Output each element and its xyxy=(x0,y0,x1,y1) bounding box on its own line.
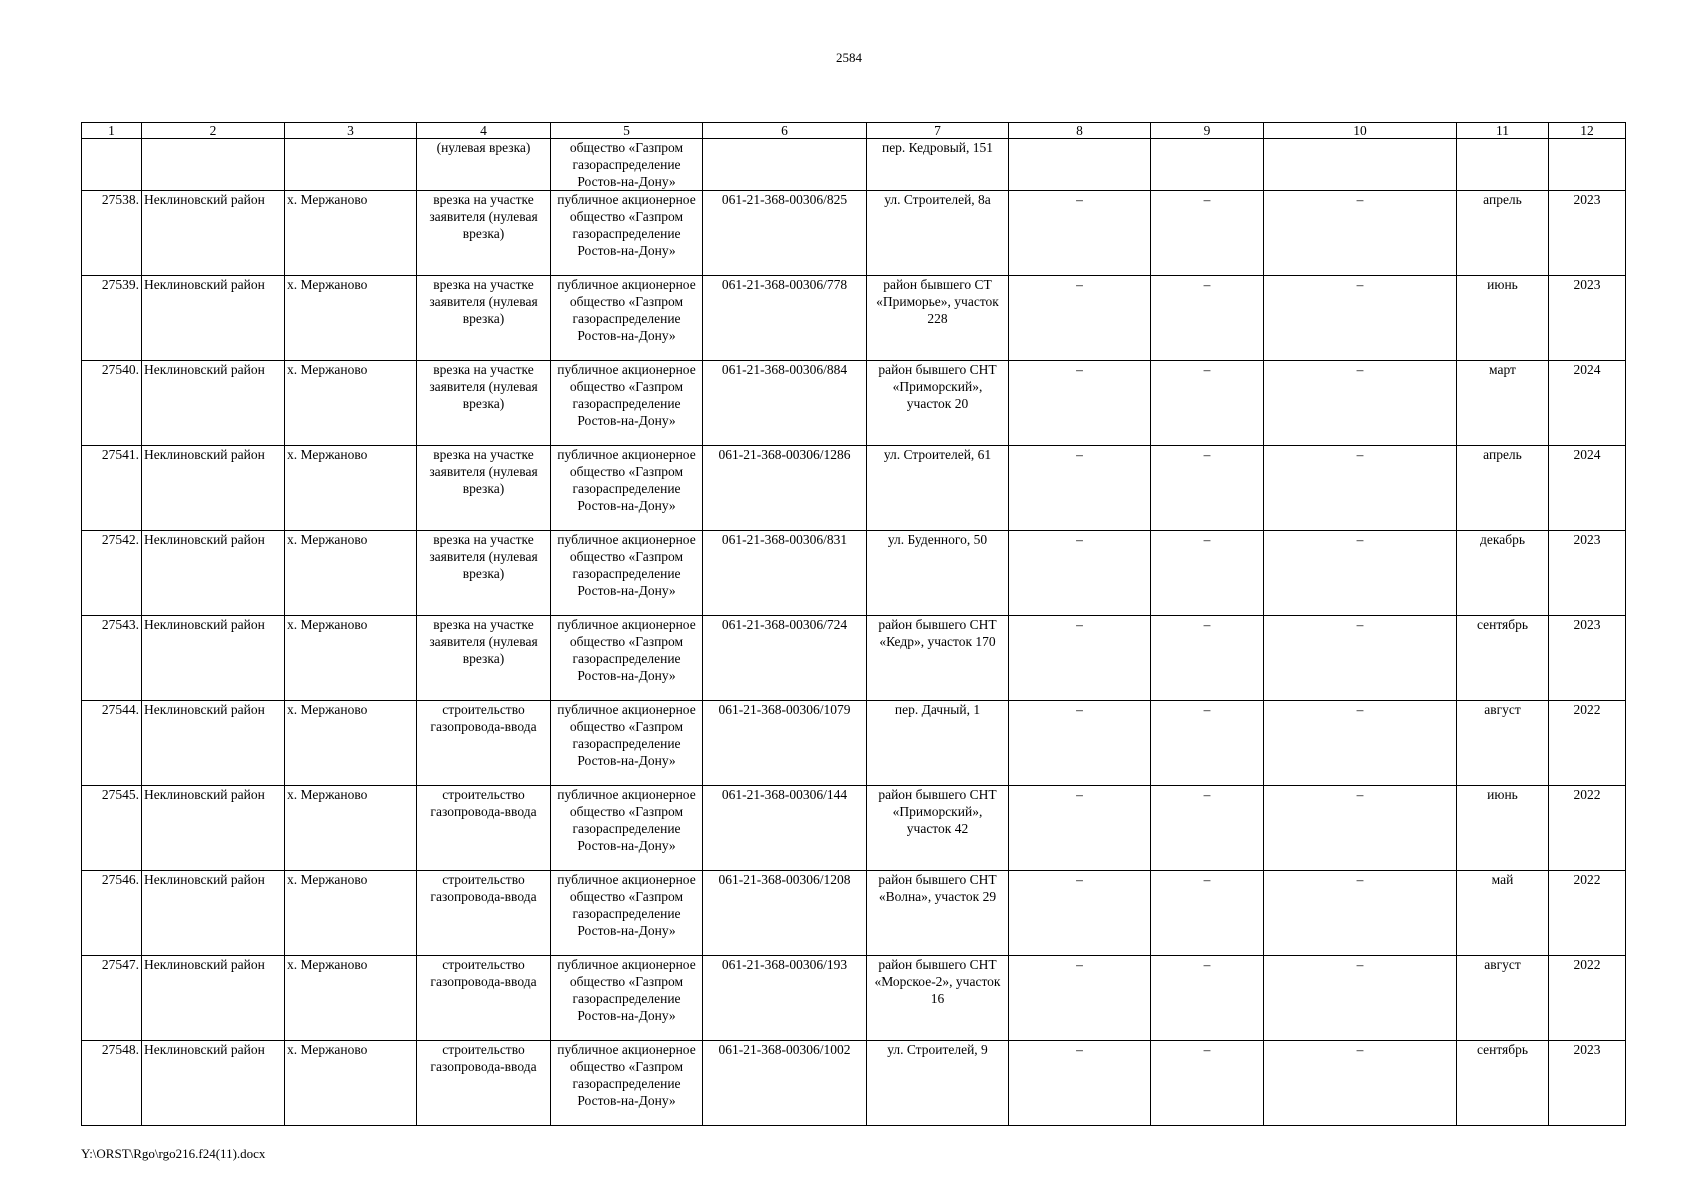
cell-year: 2022 xyxy=(1549,701,1626,786)
column-header: 2 xyxy=(142,123,285,139)
cell-work: врезка на участке заявителя (нулевая врезка) xyxy=(417,616,551,701)
cell-month: сентябрь xyxy=(1457,616,1549,701)
cell-org: публичное акционерное общество «Газпром газораспределение Ростов-на-Дону» xyxy=(551,871,703,956)
cell-month: июнь xyxy=(1457,786,1549,871)
cell-col10: – xyxy=(1264,1041,1457,1126)
cell-col9: – xyxy=(1151,191,1264,276)
cell-col8: – xyxy=(1009,1041,1151,1126)
cell-num: 27538. xyxy=(82,191,142,276)
cell-work: (нулевая врезка) xyxy=(417,139,551,191)
cell-col9: – xyxy=(1151,361,1264,446)
cell-code: 061-21-368-00306/1286 xyxy=(703,446,867,531)
cell-year: 2024 xyxy=(1549,446,1626,531)
cell-month: сентябрь xyxy=(1457,1041,1549,1126)
column-header: 1 xyxy=(82,123,142,139)
cell-address: район бывшего СНТ «Морское-2», участок 16 xyxy=(867,956,1009,1041)
cell-col8: – xyxy=(1009,191,1151,276)
cell-col9 xyxy=(1151,139,1264,191)
cell-num: 27544. xyxy=(82,701,142,786)
cell-district: Неклиновский район xyxy=(142,956,285,1041)
cell-col9: – xyxy=(1151,956,1264,1041)
cell-code: 061-21-368-00306/724 xyxy=(703,616,867,701)
table-row xyxy=(82,786,1626,871)
cell-settlement: х. Мержаново xyxy=(285,361,417,446)
cell-col10: – xyxy=(1264,531,1457,616)
cell-code: 061-21-368-00306/144 xyxy=(703,786,867,871)
table-row xyxy=(82,1041,1626,1126)
cell-year: 2024 xyxy=(1549,361,1626,446)
cell-settlement: х. Мержаново xyxy=(285,531,417,616)
cell-address: район бывшего СНТ «Волна», участок 29 xyxy=(867,871,1009,956)
cell-year: 2023 xyxy=(1549,616,1626,701)
cell-year: 2022 xyxy=(1549,871,1626,956)
cell-col8: – xyxy=(1009,956,1151,1041)
cell-code: 061-21-368-00306/1079 xyxy=(703,701,867,786)
cell-settlement: х. Мержаново xyxy=(285,276,417,361)
cell-district: Неклиновский район xyxy=(142,191,285,276)
cell-settlement: х. Мержаново xyxy=(285,191,417,276)
cell-month: декабрь xyxy=(1457,531,1549,616)
cell-code: 061-21-368-00306/1208 xyxy=(703,871,867,956)
cell-code xyxy=(703,139,867,191)
cell-col10: – xyxy=(1264,361,1457,446)
cell-col8: – xyxy=(1009,446,1151,531)
cell-settlement: х. Мержаново xyxy=(285,956,417,1041)
column-header: 6 xyxy=(703,123,867,139)
cell-district: Неклиновский район xyxy=(142,786,285,871)
cell-settlement: х. Мержаново xyxy=(285,1041,417,1126)
page-number: 2584 xyxy=(836,50,862,65)
cell-settlement: х. Мержаново xyxy=(285,871,417,956)
cell-num: 27548. xyxy=(82,1041,142,1126)
cell-org: публичное акционерное общество «Газпром газораспределение Ростов-на-Дону» xyxy=(551,1041,703,1126)
cell-month: апрель xyxy=(1457,191,1549,276)
header-row xyxy=(82,123,1626,139)
cell-year xyxy=(1549,139,1626,191)
table-row xyxy=(82,531,1626,616)
cell-district: Неклиновский район xyxy=(142,276,285,361)
cell-col8: – xyxy=(1009,616,1151,701)
cell-num: 27543. xyxy=(82,616,142,701)
cell-code: 061-21-368-00306/1002 xyxy=(703,1041,867,1126)
cell-col10 xyxy=(1264,139,1457,191)
cell-district: Неклиновский район xyxy=(142,531,285,616)
cell-year: 2023 xyxy=(1549,531,1626,616)
cell-settlement: х. Мержаново xyxy=(285,446,417,531)
cell-org: публичное акционерное общество «Газпром газораспределение Ростов-на-Дону» xyxy=(551,446,703,531)
cell-code: 061-21-368-00306/831 xyxy=(703,531,867,616)
cell-org: общество «Газпром газораспределение Ростов-на-Дону» xyxy=(551,139,703,191)
cell-code: 061-21-368-00306/884 xyxy=(703,361,867,446)
table-row xyxy=(82,616,1626,701)
cell-month: август xyxy=(1457,956,1549,1041)
column-header: 7 xyxy=(867,123,1009,139)
cell-address: ул. Строителей, 8а xyxy=(867,191,1009,276)
cell-col9: – xyxy=(1151,276,1264,361)
cell-work: строительство газопровода-ввода xyxy=(417,786,551,871)
cell-num: 27542. xyxy=(82,531,142,616)
cell-num: 27541. xyxy=(82,446,142,531)
cell-num xyxy=(82,139,142,191)
cell-month: июнь xyxy=(1457,276,1549,361)
table-row xyxy=(82,871,1626,956)
cell-address: ул. Строителей, 61 xyxy=(867,446,1009,531)
data-table xyxy=(81,122,1626,1126)
column-header: 3 xyxy=(285,123,417,139)
cell-work: строительство газопровода-ввода xyxy=(417,1041,551,1126)
cell-col9: – xyxy=(1151,871,1264,956)
table-row xyxy=(82,446,1626,531)
cell-code: 061-21-368-00306/193 xyxy=(703,956,867,1041)
cell-col10: – xyxy=(1264,701,1457,786)
column-header: 11 xyxy=(1457,123,1549,139)
cell-col9: – xyxy=(1151,786,1264,871)
cell-address: пер. Кедровый, 151 xyxy=(867,139,1009,191)
cell-col9: – xyxy=(1151,616,1264,701)
column-header: 12 xyxy=(1549,123,1626,139)
cell-org: публичное акционерное общество «Газпром газораспределение Ростов-на-Дону» xyxy=(551,616,703,701)
column-header: 4 xyxy=(417,123,551,139)
cell-col10: – xyxy=(1264,191,1457,276)
cell-month: август xyxy=(1457,701,1549,786)
cell-col9: – xyxy=(1151,531,1264,616)
continuation-row xyxy=(82,139,1626,191)
cell-settlement xyxy=(285,139,417,191)
column-header: 10 xyxy=(1264,123,1457,139)
cell-district: Неклиновский район xyxy=(142,616,285,701)
cell-col10: – xyxy=(1264,446,1457,531)
cell-col8: – xyxy=(1009,531,1151,616)
table-row xyxy=(82,276,1626,361)
cell-address: район бывшего СНТ «Приморский», участок 42 xyxy=(867,786,1009,871)
cell-org: публичное акционерное общество «Газпром газораспределение Ростов-на-Дону» xyxy=(551,531,703,616)
table-row xyxy=(82,956,1626,1041)
cell-num: 27539. xyxy=(82,276,142,361)
cell-work: врезка на участке заявителя (нулевая врезка) xyxy=(417,361,551,446)
cell-year: 2022 xyxy=(1549,956,1626,1041)
cell-settlement: х. Мержаново xyxy=(285,786,417,871)
cell-address: ул. Строителей, 9 xyxy=(867,1041,1009,1126)
cell-org: публичное акционерное общество «Газпром газораспределение Ростов-на-Дону» xyxy=(551,191,703,276)
cell-col8: – xyxy=(1009,276,1151,361)
cell-org: публичное акционерное общество «Газпром газораспределение Ростов-на-Дону» xyxy=(551,276,703,361)
cell-settlement: х. Мержаново xyxy=(285,701,417,786)
cell-num: 27547. xyxy=(82,956,142,1041)
column-header: 5 xyxy=(551,123,703,139)
column-header: 9 xyxy=(1151,123,1264,139)
cell-work: врезка на участке заявителя (нулевая врезка) xyxy=(417,446,551,531)
cell-district: Неклиновский район xyxy=(142,871,285,956)
cell-code: 061-21-368-00306/778 xyxy=(703,276,867,361)
cell-col8 xyxy=(1009,139,1151,191)
cell-district xyxy=(142,139,285,191)
cell-month xyxy=(1457,139,1549,191)
cell-col10: – xyxy=(1264,786,1457,871)
cell-work: строительство газопровода-ввода xyxy=(417,701,551,786)
cell-col9: – xyxy=(1151,701,1264,786)
cell-col8: – xyxy=(1009,361,1151,446)
cell-month: март xyxy=(1457,361,1549,446)
cell-col10: – xyxy=(1264,276,1457,361)
cell-district: Неклиновский район xyxy=(142,446,285,531)
cell-num: 27540. xyxy=(82,361,142,446)
table-row xyxy=(82,191,1626,276)
cell-num: 27545. xyxy=(82,786,142,871)
table-row xyxy=(82,361,1626,446)
cell-work: строительство газопровода-ввода xyxy=(417,871,551,956)
cell-org: публичное акционерное общество «Газпром газораспределение Ростов-на-Дону» xyxy=(551,956,703,1041)
cell-district: Неклиновский район xyxy=(142,701,285,786)
cell-col10: – xyxy=(1264,616,1457,701)
cell-org: публичное акционерное общество «Газпром газораспределение Ростов-на-Дону» xyxy=(551,361,703,446)
cell-work: врезка на участке заявителя (нулевая врезка) xyxy=(417,276,551,361)
cell-address: район бывшего СНТ «Кедр», участок 170 xyxy=(867,616,1009,701)
cell-settlement: х. Мержаново xyxy=(285,616,417,701)
cell-address: район бывшего СНТ «Приморский», участок 20 xyxy=(867,361,1009,446)
cell-work: врезка на участке заявителя (нулевая врезка) xyxy=(417,191,551,276)
cell-code: 061-21-368-00306/825 xyxy=(703,191,867,276)
cell-org: публичное акционерное общество «Газпром газораспределение Ростов-на-Дону» xyxy=(551,786,703,871)
cell-col10: – xyxy=(1264,871,1457,956)
table-row xyxy=(82,701,1626,786)
cell-year: 2023 xyxy=(1549,191,1626,276)
cell-address: ул. Буденного, 50 xyxy=(867,531,1009,616)
cell-work: врезка на участке заявителя (нулевая врезка) xyxy=(417,531,551,616)
cell-district: Неклиновский район xyxy=(142,361,285,446)
cell-org: публичное акционерное общество «Газпром газораспределение Ростов-на-Дону» xyxy=(551,701,703,786)
cell-year: 2023 xyxy=(1549,276,1626,361)
footer-file-path: Y:\ORST\Rgo\rgo216.f24(11).docx xyxy=(81,1146,266,1161)
cell-month: апрель xyxy=(1457,446,1549,531)
cell-col9: – xyxy=(1151,1041,1264,1126)
cell-address: район бывшего СТ «Приморье», участок 228 xyxy=(867,276,1009,361)
cell-col8: – xyxy=(1009,871,1151,956)
cell-col10: – xyxy=(1264,956,1457,1041)
cell-col8: – xyxy=(1009,786,1151,871)
cell-month: май xyxy=(1457,871,1549,956)
column-header: 8 xyxy=(1009,123,1151,139)
cell-address: пер. Дачный, 1 xyxy=(867,701,1009,786)
cell-year: 2023 xyxy=(1549,1041,1626,1126)
cell-num: 27546. xyxy=(82,871,142,956)
cell-col8: – xyxy=(1009,701,1151,786)
cell-col9: – xyxy=(1151,446,1264,531)
cell-district: Неклиновский район xyxy=(142,1041,285,1126)
cell-work: строительство газопровода-ввода xyxy=(417,956,551,1041)
cell-year: 2022 xyxy=(1549,786,1626,871)
